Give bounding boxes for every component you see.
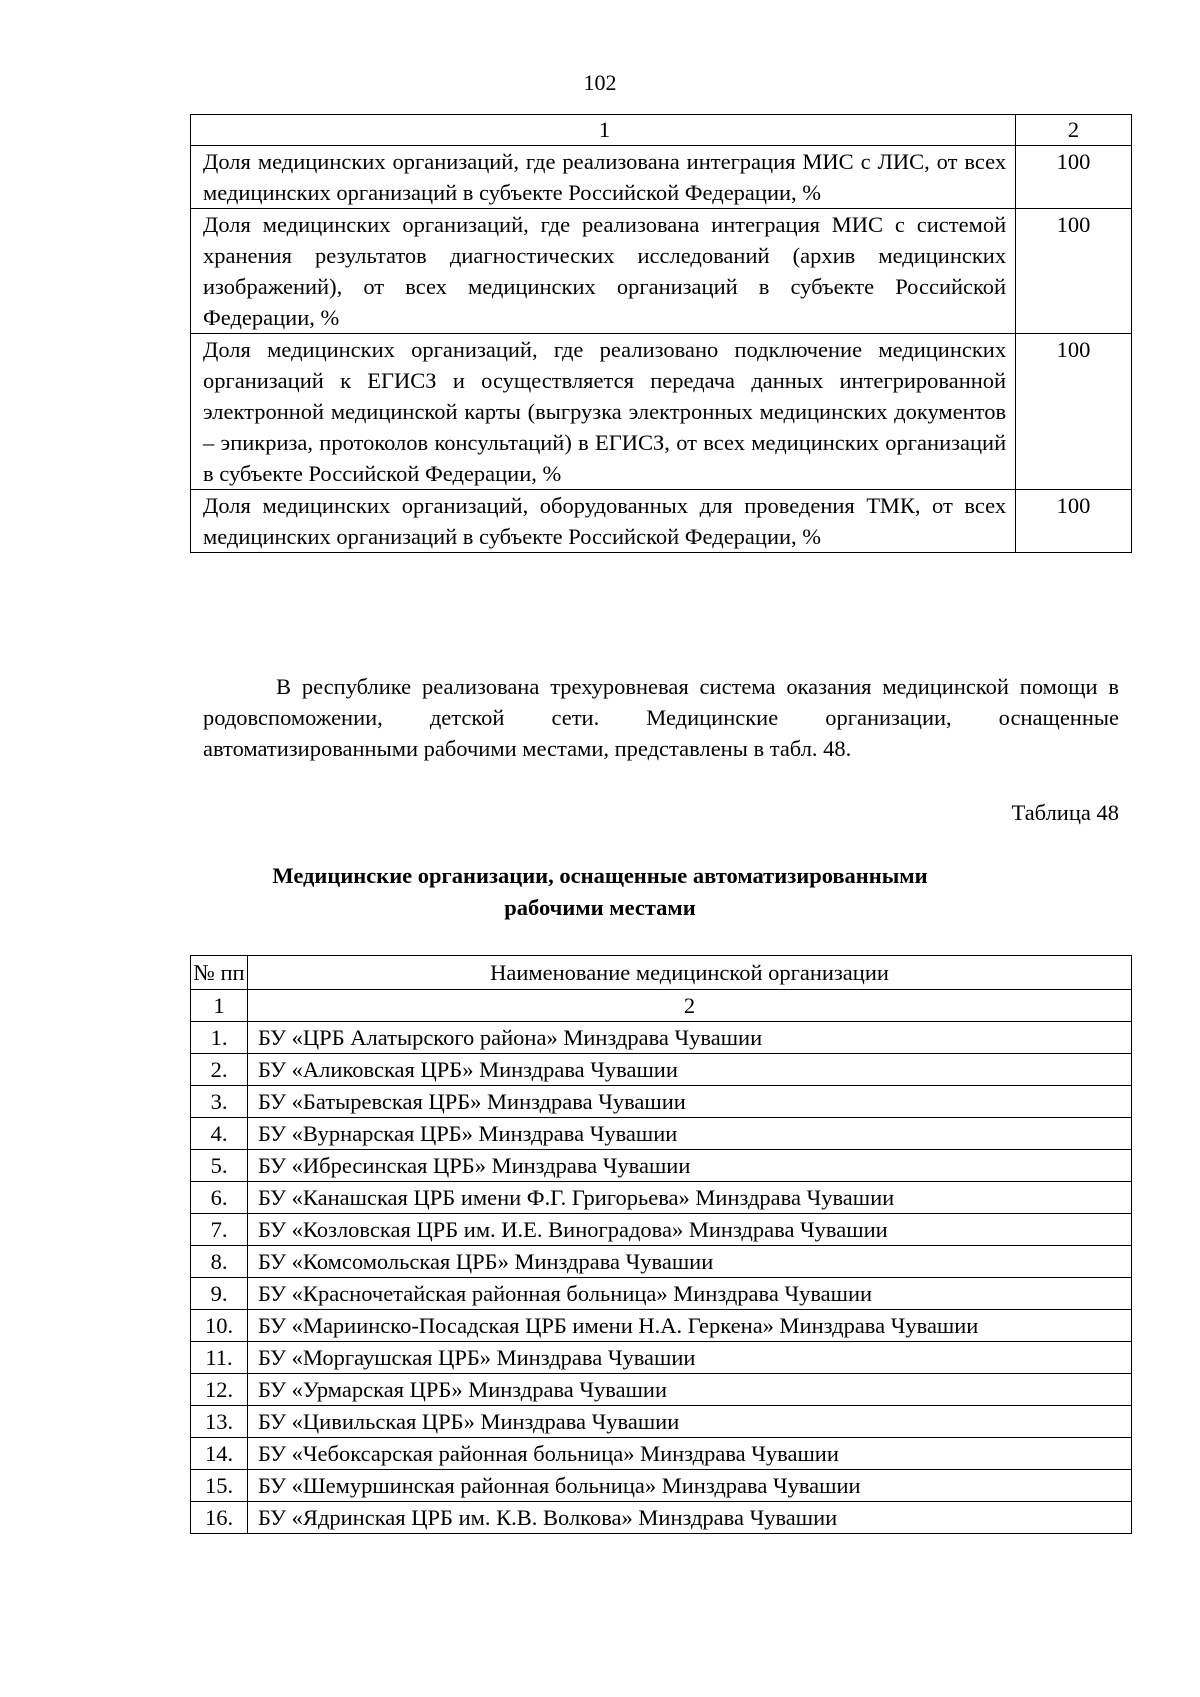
indicator-cell: Доля медицинских организаций, где реализована интеграция МИС с системой хранения результатов диагностических исследований (архив медицинских изображений), от всех медицинских организаций в субъекте Российской Федерации, % bbox=[191, 209, 1016, 334]
organization-name: БУ «Вурнарская ЦРБ» Минздрава Чувашии bbox=[248, 1118, 1132, 1150]
row-number: 9. bbox=[191, 1278, 248, 1310]
row-number: 5. bbox=[191, 1150, 248, 1182]
table-row bbox=[191, 1438, 1132, 1470]
table-row bbox=[191, 1246, 1132, 1278]
organization-name: БУ «Ядринская ЦРБ им. К.В. Волкова» Минздрава Чувашии bbox=[248, 1502, 1132, 1534]
table-row bbox=[191, 1118, 1132, 1150]
row-number: 6. bbox=[191, 1182, 248, 1214]
indicators-table bbox=[190, 114, 1132, 553]
table-label: Таблица 48 bbox=[1011, 800, 1119, 825]
row-number: 1. bbox=[191, 1022, 248, 1054]
table-row bbox=[191, 490, 1132, 553]
organization-name: БУ «Ибресинская ЦРБ» Минздрава Чувашии bbox=[248, 1150, 1132, 1182]
row-number: 4. bbox=[191, 1118, 248, 1150]
header-name: Наименование медицинской организации bbox=[248, 956, 1132, 990]
table-row bbox=[191, 1374, 1132, 1406]
table-row bbox=[191, 146, 1132, 209]
value-cell: 100 bbox=[1016, 146, 1132, 209]
organizations-table bbox=[190, 955, 1132, 1534]
table-row bbox=[191, 1054, 1132, 1086]
organization-name: БУ «Моргаушская ЦРБ» Минздрава Чувашии bbox=[248, 1342, 1132, 1374]
organization-name: БУ «Чебоксарская районная больница» Минздрава Чувашии bbox=[248, 1438, 1132, 1470]
table-row bbox=[191, 1214, 1132, 1246]
organization-name: БУ «Канашская ЦРБ имени Ф.Г. Григорьева» Минздрава Чувашии bbox=[248, 1182, 1132, 1214]
organization-name: БУ «Цивильская ЦРБ» Минздрава Чувашии bbox=[248, 1406, 1132, 1438]
table-row bbox=[191, 1310, 1132, 1342]
table-row bbox=[191, 1022, 1132, 1054]
subheader-col-1: 1 bbox=[191, 990, 248, 1022]
organization-name: БУ «Урмарская ЦРБ» Минздрава Чувашии bbox=[248, 1374, 1132, 1406]
table-row bbox=[191, 1342, 1132, 1374]
page-number: 102 bbox=[583, 70, 617, 95]
body-paragraph: В республике реализована трехуровневая система оказания медицинской помощи в родовспоможении, детской сети. Медицинские организации, оснащенные автоматизированными рабочими местами, представлены в табл. 48. bbox=[203, 674, 1119, 761]
table-row bbox=[191, 1182, 1132, 1214]
indicator-cell: Доля медицинских организаций, оборудованных для проведения ТМК, от всех медицинских организаций в субъекте Российской Федерации, % bbox=[191, 490, 1016, 553]
header-col-1: 1 bbox=[191, 115, 1016, 146]
header-number: № пп bbox=[191, 956, 248, 990]
organization-name: БУ «Красночетайская районная больница» Минздрава Чувашии bbox=[248, 1278, 1132, 1310]
row-number: 14. bbox=[191, 1438, 248, 1470]
row-number: 13. bbox=[191, 1406, 248, 1438]
organization-name: БУ «Батыревская ЦРБ» Минздрава Чувашии bbox=[248, 1086, 1132, 1118]
row-number: 3. bbox=[191, 1086, 248, 1118]
table-row bbox=[191, 1278, 1132, 1310]
indicator-cell: Доля медицинских организаций, где реализована интеграция МИС с ЛИС, от всех медицинских организаций в субъекте Российской Федерации, % bbox=[191, 146, 1016, 209]
table-row bbox=[191, 1150, 1132, 1182]
row-number: 12. bbox=[191, 1374, 248, 1406]
header-col-2: 2 bbox=[1016, 115, 1132, 146]
organization-name: БУ «ЦРБ Алатырского района» Минздрава Чувашии bbox=[248, 1022, 1132, 1054]
organization-name: БУ «Козловская ЦРБ им. И.Е. Виноградова» Минздрава Чувашии bbox=[248, 1214, 1132, 1246]
table-subheader-row bbox=[191, 990, 1132, 1022]
organization-name: БУ «Комсомольская ЦРБ» Минздрава Чувашии bbox=[248, 1246, 1132, 1278]
organization-name: БУ «Мариинско-Посадская ЦРБ имени Н.А. Геркена» Минздрава Чувашии bbox=[248, 1310, 1132, 1342]
row-number: 11. bbox=[191, 1342, 248, 1374]
table-row bbox=[191, 334, 1132, 490]
table-title: Медицинские организации, оснащенные автоматизированными рабочими местами bbox=[272, 863, 928, 920]
table-row bbox=[191, 209, 1132, 334]
table-row bbox=[191, 1502, 1132, 1534]
table-row bbox=[191, 1406, 1132, 1438]
row-number: 10. bbox=[191, 1310, 248, 1342]
organization-name: БУ «Шемуршинская районная больница» Минздрава Чувашии bbox=[248, 1470, 1132, 1502]
row-number: 16. bbox=[191, 1502, 248, 1534]
table-row bbox=[191, 1470, 1132, 1502]
subheader-col-2: 2 bbox=[248, 990, 1132, 1022]
table-header-row bbox=[191, 956, 1132, 990]
table-row bbox=[191, 1086, 1132, 1118]
value-cell: 100 bbox=[1016, 209, 1132, 334]
row-number: 15. bbox=[191, 1470, 248, 1502]
value-cell: 100 bbox=[1016, 490, 1132, 553]
organization-name: БУ «Аликовская ЦРБ» Минздрава Чувашии bbox=[248, 1054, 1132, 1086]
table-header-row bbox=[191, 115, 1132, 146]
value-cell: 100 bbox=[1016, 334, 1132, 490]
row-number: 2. bbox=[191, 1054, 248, 1086]
row-number: 7. bbox=[191, 1214, 248, 1246]
indicator-cell: Доля медицинских организаций, где реализовано подключение медицинских организаций к ЕГИСЗ и осуществляется передача данных интегрированной электронной медицинской карты (выгрузка электронных медицинских документов – эпикриза, протоколов консультаций) в ЕГИСЗ, от всех медицинских организаций в субъекте Российской Федерации, % bbox=[191, 334, 1016, 490]
row-number: 8. bbox=[191, 1246, 248, 1278]
